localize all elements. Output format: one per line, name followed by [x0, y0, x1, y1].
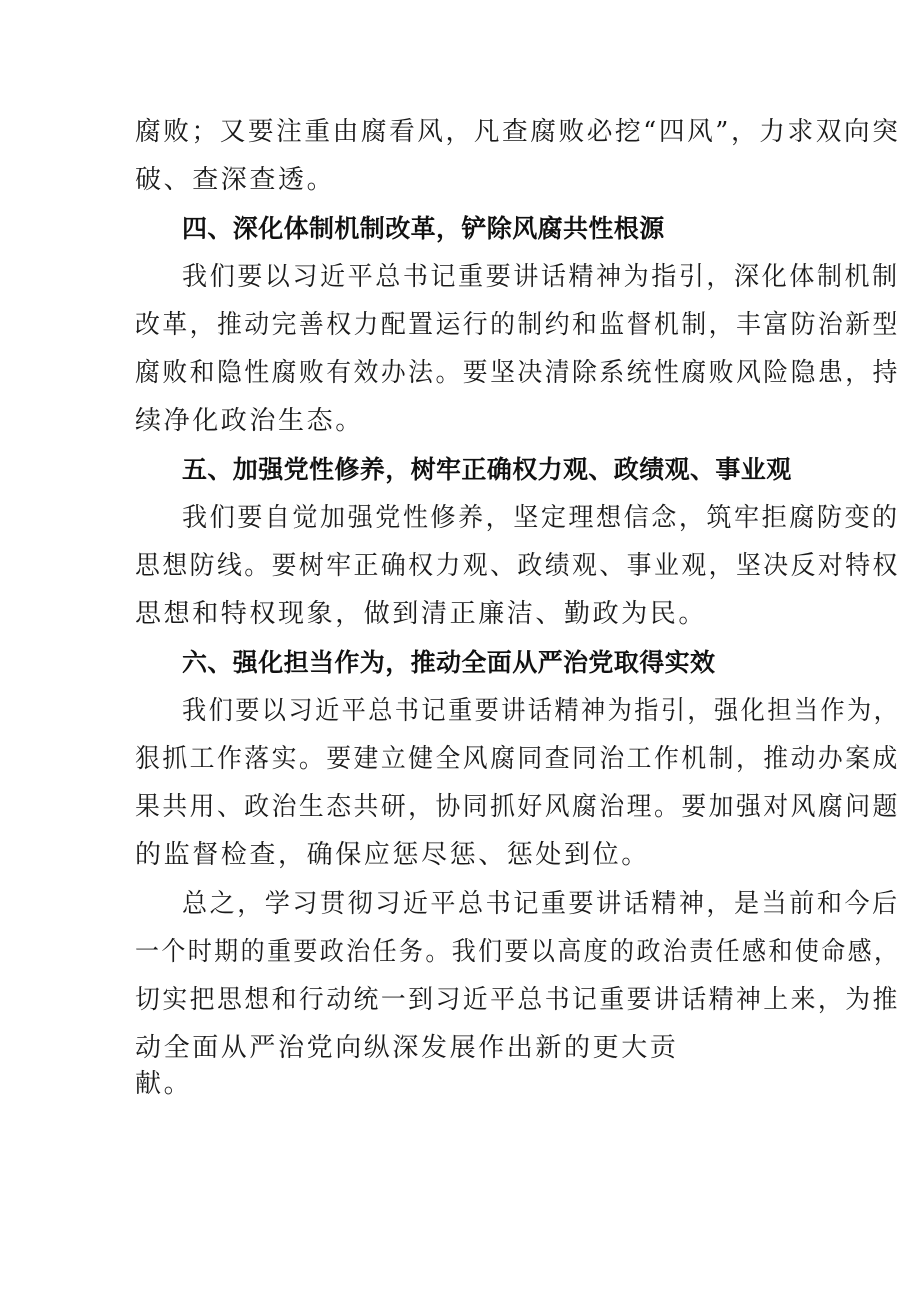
- paragraph-line: 思想防线。要树牢正确权力观、政绩观、事业观，坚决反对特权: [135, 551, 900, 581]
- section-heading-4: 四、深化体制机制改革，铲除风腐共性根源: [182, 214, 665, 243]
- paragraph-line: 动全面从严治党向纵深发展作出新的更大贡: [135, 1033, 679, 1063]
- paragraph-line: 献。: [135, 1069, 193, 1099]
- paragraph-line: 切实把思想和行动统一到习近平总书记重要讲话精神上来，为推: [135, 985, 900, 1015]
- paragraph-line: 腐败；又要注重由腐看风，凡查腐败必挖“四风”，力求双向突: [135, 117, 901, 147]
- section-heading-5: 五、加强党性修养，树牢正确权力观、政绩观、事业观: [182, 455, 792, 484]
- section-heading-6: 六、强化担当作为，推动全面从严治党取得实效: [182, 648, 716, 677]
- paragraph-line: 我们要以习近平总书记重要讲话精神为指引，深化体制机制: [182, 262, 900, 292]
- paragraph-line: 破、查深查透。: [135, 165, 336, 195]
- paragraph-line: 狠抓工作落实。要建立健全风腐同查同治工作机制，推动办案成: [135, 744, 900, 774]
- paragraph-line: 思想和特权现象，做到清正廉洁、勤政为民。: [135, 599, 708, 629]
- paragraph-line: 腐败和隐性腐败有效办法。要坚决清除系统性腐败风险隐患，持: [135, 358, 900, 388]
- paragraph-line: 总之，学习贯彻习近平总书记重要讲话精神，是当前和今后: [182, 889, 900, 919]
- paragraph-line: 续净化政治生态。: [135, 406, 364, 436]
- paragraph-line: 的监督检查，确保应惩尽惩、惩处到位。: [135, 840, 650, 870]
- paragraph-line: 改革，推动完善权力配置运行的制约和监督机制，丰富防治新型: [135, 310, 900, 340]
- paragraph-line: 我们要以习近平总书记重要讲话精神为指引，强化担当作为，: [182, 696, 901, 726]
- paragraph-line: 我们要自觉加强党性修养，坚定理想信念，筑牢拒腐防变的: [182, 503, 900, 533]
- paragraph-line: 一个时期的重要政治任务。我们要以高度的政治责任感和使命感，: [135, 937, 901, 967]
- paragraph-line: 果共用、政治生态共研，协同抓好风腐治理。要加强对风腐问题: [135, 792, 900, 822]
